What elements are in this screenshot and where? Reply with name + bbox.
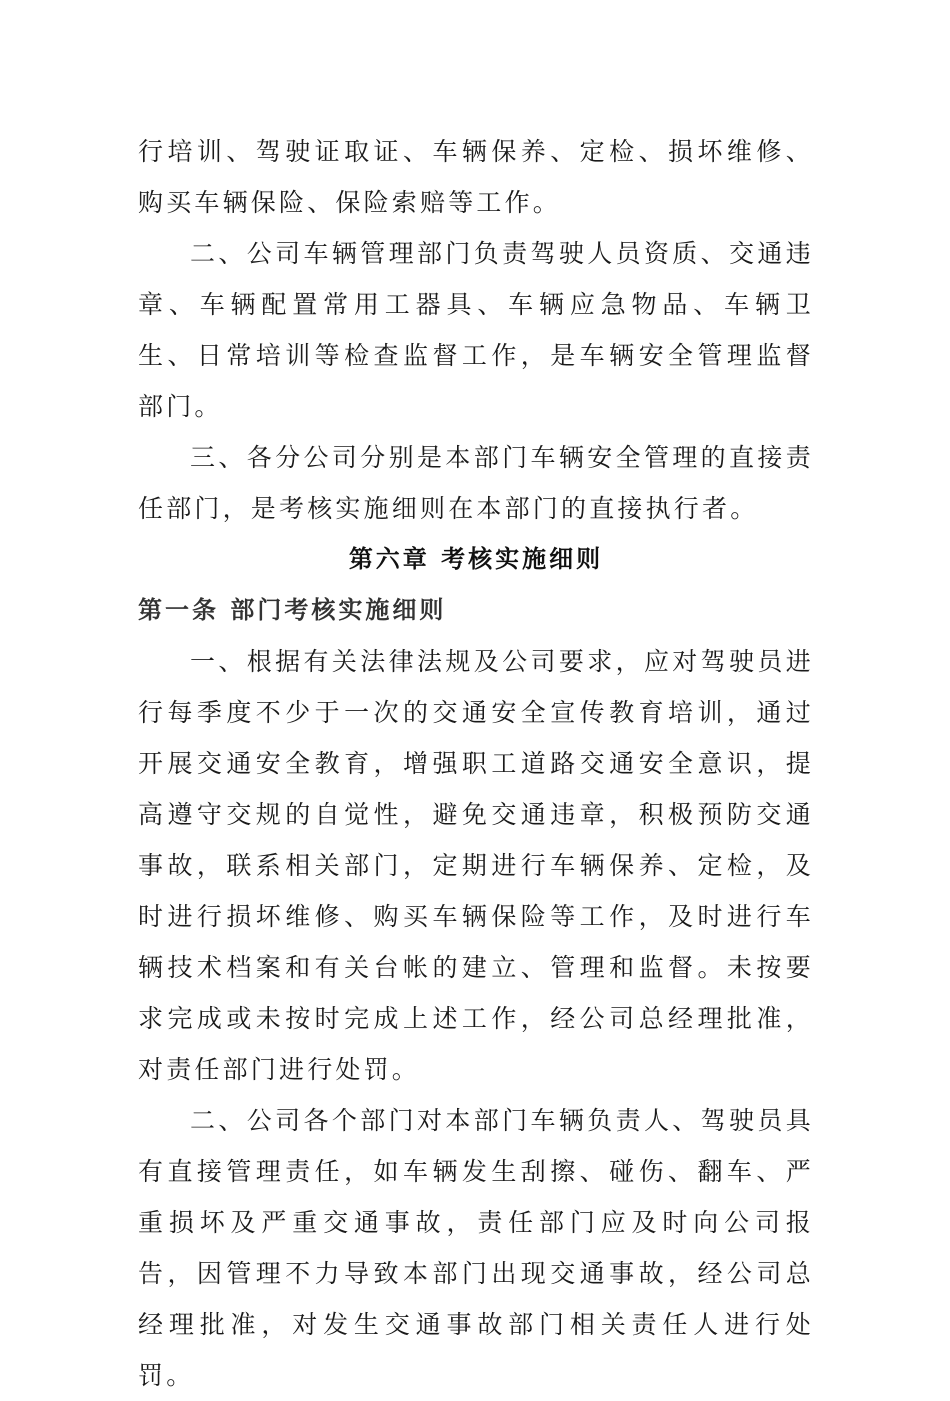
chapter-title: 第六章 考核实施细则 [348,545,604,573]
paragraph-item-2: 二、公司车辆管理部门负责驾驶人员资质、交通违章、车辆配置常用工器具、车辆应急物品、车辆卫生、日常培训等检查监督工作，是车辆安全管理监督部门。 [138,239,814,421]
paragraph-item-3: 三、各分公司分别是本部门车辆安全管理的直接责任部门，是考核实施细则在本部门的直接执行者。 [138,443,814,523]
article-title: 第一条 部门考核实施细则 [138,596,447,624]
article-paragraph-2: 二、公司各个部门对本部门车辆负责人、驾驶员具有直接管理责任，如车辆发生刮擦、碰伤、翻车、严重损坏及严重交通事故，责任部门应及时向公司报告，因管理不力导致本部门出现交通事故，经公司总经理批准，对发生交通事故部门相关责任人进行处罚。 [138,1106,814,1390]
document-body [138,126,814,1401]
article-paragraph-1: 一、根据有关法律法规及公司要求，应对驾驶员进行每季度不少于一次的交通安全宣传教育培训，通过开展交通安全教育，增强职工道路交通安全意识，提高遵守交规的自觉性，避免交通违章，积极预防交通事故，联系相关部门，定期进行车辆保养、定检，及时进行损坏维修、购买车辆保险等工作，及时进行车辆技术档案和有关台帐的建立、管理和监督。未按要求完成或未按时完成上述工作，经公司总经理批准，对责任部门进行处罚。 [138,647,814,1084]
paragraph-continuation: 行培训、驾驶证取证、车辆保养、定检、损坏维修、购买车辆保险、保险索赔等工作。 [138,137,814,217]
